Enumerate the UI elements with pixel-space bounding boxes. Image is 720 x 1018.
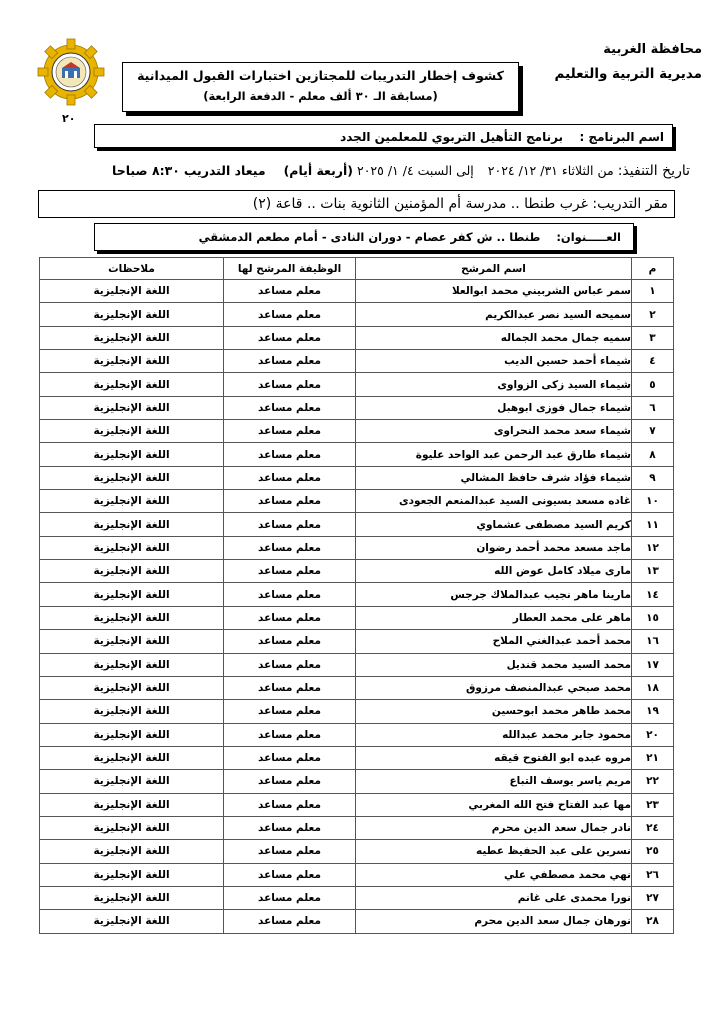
candidate-name: محمد صبحي عبدالمنصف مرزوق bbox=[356, 676, 632, 699]
candidate-notes: اللغة الإنجليزية bbox=[40, 606, 224, 629]
table-row bbox=[40, 840, 674, 863]
candidate-job: معلم مساعد bbox=[224, 816, 356, 839]
candidate-number: ٦ bbox=[632, 396, 674, 419]
document-title-box bbox=[122, 62, 519, 112]
candidate-number: ٧ bbox=[632, 420, 674, 443]
candidate-name: شيماء فؤاد شرف حافظ المشالي bbox=[356, 466, 632, 489]
candidate-notes: اللغة الإنجليزية bbox=[40, 560, 224, 583]
candidate-job: معلم مساعد bbox=[224, 303, 356, 326]
candidate-number: ١٥ bbox=[632, 606, 674, 629]
candidate-number: ١٩ bbox=[632, 700, 674, 723]
governorate-label: محافظة الغربية bbox=[603, 42, 702, 57]
table-row bbox=[40, 560, 674, 583]
directorate-label: مديرية التربية والتعليم bbox=[554, 66, 702, 82]
candidate-number: ٢٨ bbox=[632, 910, 674, 933]
candidate-name: مارى ميلاد كامل عوض الله bbox=[356, 560, 632, 583]
execution-date-line bbox=[112, 163, 690, 179]
candidate-notes: اللغة الإنجليزية bbox=[40, 280, 224, 303]
venue-label: مقر التدريب: bbox=[592, 196, 668, 212]
execution-duration: (أربعة أيام) bbox=[283, 163, 353, 178]
candidate-name: محمد السيد محمد قنديل bbox=[356, 653, 632, 676]
candidate-number: ٢٢ bbox=[632, 770, 674, 793]
candidate-number: ٢٦ bbox=[632, 863, 674, 886]
candidate-notes: اللغة الإنجليزية bbox=[40, 303, 224, 326]
candidate-name: مريم ياسر يوسف التباع bbox=[356, 770, 632, 793]
candidate-notes: اللغة الإنجليزية bbox=[40, 816, 224, 839]
table-row bbox=[40, 863, 674, 886]
candidate-number: ١٠ bbox=[632, 490, 674, 513]
candidate-number: ٩ bbox=[632, 466, 674, 489]
table-row bbox=[40, 536, 674, 559]
table-row bbox=[40, 373, 674, 396]
candidate-name: نورا محمدى على غانم bbox=[356, 886, 632, 909]
page-number: ٢٠ bbox=[62, 112, 76, 125]
candidate-number: ١٧ bbox=[632, 653, 674, 676]
candidate-job: معلم مساعد bbox=[224, 840, 356, 863]
candidate-name: محمود جابر محمد عبدالله bbox=[356, 723, 632, 746]
candidate-number: ٥ bbox=[632, 373, 674, 396]
candidate-notes: اللغة الإنجليزية bbox=[40, 466, 224, 489]
candidate-name: شيماء سعد محمد النحراوى bbox=[356, 420, 632, 443]
candidate-number: ١٦ bbox=[632, 630, 674, 653]
candidate-job: معلم مساعد bbox=[224, 863, 356, 886]
table-row bbox=[40, 793, 674, 816]
candidate-notes: اللغة الإنجليزية bbox=[40, 513, 224, 536]
table-row bbox=[40, 653, 674, 676]
candidate-number: ١٣ bbox=[632, 560, 674, 583]
candidate-job: معلم مساعد bbox=[224, 793, 356, 816]
candidate-name: محمد طاهر محمد ابوحسين bbox=[356, 700, 632, 723]
table-row bbox=[40, 303, 674, 326]
table-row bbox=[40, 723, 674, 746]
table-row bbox=[40, 443, 674, 466]
candidate-job: معلم مساعد bbox=[224, 513, 356, 536]
table-row bbox=[40, 886, 674, 909]
candidate-number: ٢٠ bbox=[632, 723, 674, 746]
table-row bbox=[40, 326, 674, 349]
candidate-name: كريم السيد مصطفى عشماوي bbox=[356, 513, 632, 536]
table-row bbox=[40, 466, 674, 489]
candidate-job: معلم مساعد bbox=[224, 583, 356, 606]
execution-label: تاريخ التنفيذ: bbox=[617, 163, 690, 179]
candidate-job: معلم مساعد bbox=[224, 560, 356, 583]
table-row bbox=[40, 513, 674, 536]
candidate-notes: اللغة الإنجليزية bbox=[40, 350, 224, 373]
candidate-name: نسرين على عبد الحفيظ عطيه bbox=[356, 840, 632, 863]
candidate-name: نهي محمد مصطفي علي bbox=[356, 863, 632, 886]
candidate-name: محمد أحمد عبدالغني الملاح bbox=[356, 630, 632, 653]
document-subtitle: (مسابقة الـ ٣٠ ألف معلم - الدفعة الرابعة) bbox=[203, 89, 438, 103]
candidate-number: ٨ bbox=[632, 443, 674, 466]
table-header-row bbox=[40, 258, 674, 280]
candidate-number: ١ bbox=[632, 280, 674, 303]
table-row bbox=[40, 770, 674, 793]
candidate-job: معلم مساعد bbox=[224, 700, 356, 723]
candidates-table bbox=[39, 257, 674, 934]
col-header-notes: ملاحظات bbox=[40, 258, 224, 280]
candidate-number: ١٢ bbox=[632, 536, 674, 559]
table-row bbox=[40, 816, 674, 839]
document-title: كشوف إخطار التدريبات للمجتازين اختبارات القبول الميدانية bbox=[137, 68, 504, 83]
table-row bbox=[40, 396, 674, 419]
candidate-notes: اللغة الإنجليزية bbox=[40, 420, 224, 443]
candidate-notes: اللغة الإنجليزية bbox=[40, 723, 224, 746]
candidate-number: ٢١ bbox=[632, 746, 674, 769]
candidate-job: معلم مساعد bbox=[224, 770, 356, 793]
candidate-number: ١٤ bbox=[632, 583, 674, 606]
candidate-job: معلم مساعد bbox=[224, 653, 356, 676]
table-row bbox=[40, 583, 674, 606]
candidate-name: نادر جمال سعد الدين محرم bbox=[356, 816, 632, 839]
candidate-notes: اللغة الإنجليزية bbox=[40, 863, 224, 886]
candidate-name: غاده مسعد بسيونى السيد عبدالمنعم الجعودى bbox=[356, 490, 632, 513]
address-label: العـــــنوان: bbox=[556, 230, 621, 244]
candidate-job: معلم مساعد bbox=[224, 350, 356, 373]
table-row bbox=[40, 350, 674, 373]
candidate-job: معلم مساعد bbox=[224, 326, 356, 349]
candidate-job: معلم مساعد bbox=[224, 630, 356, 653]
address-value: طنطا .. ش كفر عصام - دوران النادى - أمام مطعم الدمشقي bbox=[198, 230, 541, 244]
candidate-number: ١١ bbox=[632, 513, 674, 536]
candidate-number: ٢٧ bbox=[632, 886, 674, 909]
candidate-name: سميه جمال محمد الجماله bbox=[356, 326, 632, 349]
candidate-name: مها عبد الفتاح فتح الله المغربي bbox=[356, 793, 632, 816]
col-header-num: م bbox=[632, 258, 674, 280]
candidate-name: سمر عباس الشربيني محمد ابوالعلا bbox=[356, 280, 632, 303]
candidate-number: ٣ bbox=[632, 326, 674, 349]
candidate-name: مارينا ماهر نجيب عبدالملاك جرجس bbox=[356, 583, 632, 606]
candidate-name: سميحه السيد نصر عبدالكريم bbox=[356, 303, 632, 326]
candidate-job: معلم مساعد bbox=[224, 723, 356, 746]
candidate-job: معلم مساعد bbox=[224, 910, 356, 933]
candidate-name: شيماء طارق عبد الرحمن عبد الواحد عليوة bbox=[356, 443, 632, 466]
table-row bbox=[40, 280, 674, 303]
candidate-job: معلم مساعد bbox=[224, 676, 356, 699]
table-body bbox=[40, 280, 674, 934]
training-time-label: ميعاد التدريب bbox=[183, 163, 266, 178]
table-row bbox=[40, 700, 674, 723]
candidate-notes: اللغة الإنجليزية bbox=[40, 746, 224, 769]
candidate-job: معلم مساعد bbox=[224, 490, 356, 513]
candidate-notes: اللغة الإنجليزية bbox=[40, 886, 224, 909]
training-time-value: ٨:٣٠ صباحا bbox=[112, 163, 180, 178]
candidate-name: ماهر على محمد العطار bbox=[356, 606, 632, 629]
col-header-job: الوظيفة المرشح لها bbox=[224, 258, 356, 280]
candidate-job: معلم مساعد bbox=[224, 606, 356, 629]
table-row bbox=[40, 676, 674, 699]
candidate-notes: اللغة الإنجليزية bbox=[40, 583, 224, 606]
candidate-notes: اللغة الإنجليزية bbox=[40, 443, 224, 466]
candidate-name: شيماء جمال فوزى ابوهبل bbox=[356, 396, 632, 419]
candidate-job: معلم مساعد bbox=[224, 396, 356, 419]
table-row bbox=[40, 420, 674, 443]
table-row bbox=[40, 490, 674, 513]
candidate-number: ٢ bbox=[632, 303, 674, 326]
venue-value: غرب طنطا .. مدرسة أم المؤمنين الثانوية بنات .. قاعة (٢) bbox=[252, 196, 588, 212]
program-label: اسم البرنامج : bbox=[579, 130, 664, 144]
venue-box bbox=[38, 190, 675, 218]
execution-from: من الثلاثاء ٣١/ ١٢/ ٢٠٢٤ bbox=[487, 163, 614, 178]
candidate-notes: اللغة الإنجليزية bbox=[40, 396, 224, 419]
program-box bbox=[94, 124, 673, 148]
candidate-number: ١٨ bbox=[632, 676, 674, 699]
candidate-name: نورهان جمال سعد الدين محرم bbox=[356, 910, 632, 933]
candidate-job: معلم مساعد bbox=[224, 420, 356, 443]
address-box bbox=[94, 223, 634, 251]
candidate-name: ماجد مسعد محمد أحمد رضوان bbox=[356, 536, 632, 559]
candidate-job: معلم مساعد bbox=[224, 886, 356, 909]
candidate-name: شيماء أحمد حسين الديب bbox=[356, 350, 632, 373]
candidate-job: معلم مساعد bbox=[224, 536, 356, 559]
candidate-job: معلم مساعد bbox=[224, 746, 356, 769]
candidate-notes: اللغة الإنجليزية bbox=[40, 373, 224, 396]
table-row bbox=[40, 606, 674, 629]
ministry-logo-icon bbox=[37, 38, 105, 106]
candidate-notes: اللغة الإنجليزية bbox=[40, 490, 224, 513]
candidate-number: ٢٥ bbox=[632, 840, 674, 863]
candidate-job: معلم مساعد bbox=[224, 280, 356, 303]
candidate-job: معلم مساعد bbox=[224, 443, 356, 466]
candidate-notes: اللغة الإنجليزية bbox=[40, 676, 224, 699]
candidate-job: معلم مساعد bbox=[224, 373, 356, 396]
candidate-notes: اللغة الإنجليزية bbox=[40, 770, 224, 793]
candidate-notes: اللغة الإنجليزية bbox=[40, 910, 224, 933]
candidate-notes: اللغة الإنجليزية bbox=[40, 793, 224, 816]
candidate-notes: اللغة الإنجليزية bbox=[40, 326, 224, 349]
candidate-notes: اللغة الإنجليزية bbox=[40, 700, 224, 723]
candidate-notes: اللغة الإنجليزية bbox=[40, 536, 224, 559]
candidate-number: ٢٣ bbox=[632, 793, 674, 816]
candidate-name: شيماء السيد زكى الزواوى bbox=[356, 373, 632, 396]
table-row bbox=[40, 746, 674, 769]
candidate-notes: اللغة الإنجليزية bbox=[40, 840, 224, 863]
candidate-number: ٢٤ bbox=[632, 816, 674, 839]
execution-to: إلى السبت ٤/ ١/ ٢٠٢٥ bbox=[356, 163, 474, 178]
candidate-job: معلم مساعد bbox=[224, 466, 356, 489]
candidate-number: ٤ bbox=[632, 350, 674, 373]
candidate-name: مروه عبده ابو الفتوح قيقه bbox=[356, 746, 632, 769]
candidate-notes: اللغة الإنجليزية bbox=[40, 630, 224, 653]
table-row bbox=[40, 910, 674, 933]
candidate-notes: اللغة الإنجليزية bbox=[40, 653, 224, 676]
table-row bbox=[40, 630, 674, 653]
col-header-name: اسم المرشح bbox=[356, 258, 632, 280]
program-name: برنامج التأهيل التربوي للمعلمين الجدد bbox=[340, 130, 564, 144]
